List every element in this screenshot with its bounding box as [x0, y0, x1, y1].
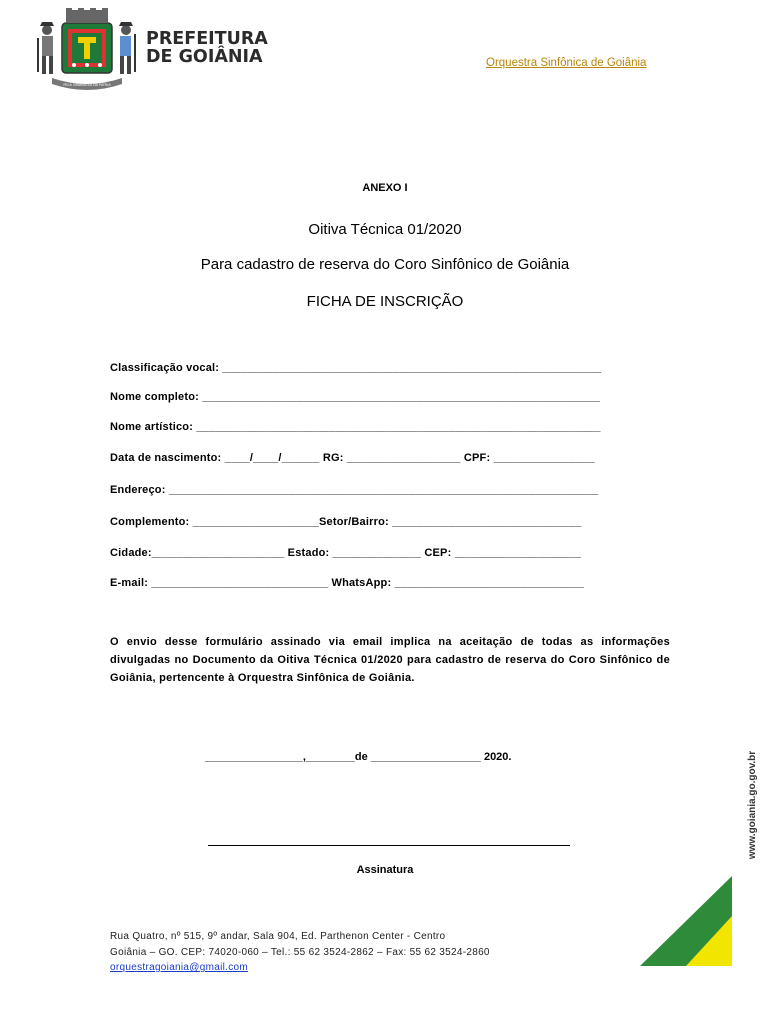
side-website-url: www.goiania.go.gov.br [747, 750, 758, 860]
brand-name [146, 30, 268, 66]
brand-line-2: DE GOIÂNIA [146, 47, 263, 67]
corner-flag-icon [640, 876, 732, 968]
field-nascimento-rg-cpf[interactable]: Data de nascimento: ____/____/______ RG: __________________ CPF: ________________ [110, 452, 595, 464]
form-heading: FICHA DE INSCRIÇÃO [306, 293, 464, 310]
notice-paragraph: O envio desse formulário assinado via email implica na aceitação de todas as informações divulgadas no Documento da Oitiva Técnica 01/2020 para cadastro de reserva do Coro Sinfônico de Goiânia, pertencente à Orquestra Sinfônica de Goiânia. [110, 636, 670, 684]
annex-label: ANEXO I [362, 182, 408, 194]
document-title: Oitiva Técnica 01/2020 [308, 221, 462, 238]
field-complemento-bairro[interactable]: Complemento: ____________________Setor/Bairro: ______________________________ [110, 516, 582, 528]
signature-label: Assinatura [356, 864, 414, 876]
footer-address: Rua Quatro, nº 515, 9º andar, Sala 904, Ed. Parthenon Center - Centro [110, 931, 446, 942]
footer-email-row [110, 962, 248, 973]
footer-email-link[interactable]: orquestragoiania@gmail.com [110, 962, 249, 973]
field-cidade-estado-cep[interactable]: Cidade:_____________________ Estado: ______________ CEP: ____________________ [110, 547, 582, 559]
footer-contact: Goiânia – GO. CEP: 74020-060 – Tel.: 55 62 3524-2862 – Fax: 55 62 3524-2860 [110, 947, 490, 958]
svg-text:PELA GRANDEZA DA PÁTRIA: PELA GRANDEZA DA PÁTRIA [63, 83, 111, 87]
field-nome-artistico[interactable]: Nome artístico: ________________________________________________________________ [110, 421, 601, 433]
date-line[interactable]: ________________,________de __________________ 2020. [205, 751, 512, 763]
field-email-whatsapp[interactable]: E-mail: ____________________________ WhatsApp: ______________________________ [110, 577, 585, 589]
signature-line[interactable] [208, 845, 570, 846]
brand-line-1: PREFEITURA [146, 29, 268, 49]
field-classificacao-vocal[interactable]: Classificação vocal: ____________________________________________________________ [110, 362, 602, 374]
field-endereco[interactable]: Endereço: ____________________________________________________________________ [110, 484, 599, 496]
brasao-prefeitura-goiania-icon [34, 8, 140, 90]
document-subtitle: Para cadastro de reserva do Coro Sinfônico de Goiânia [200, 256, 570, 273]
field-nome-completo[interactable]: Nome completo: _______________________________________________________________ [110, 391, 601, 403]
orquestra-header-link[interactable]: Orquestra Sinfônica de Goiânia [486, 57, 647, 69]
